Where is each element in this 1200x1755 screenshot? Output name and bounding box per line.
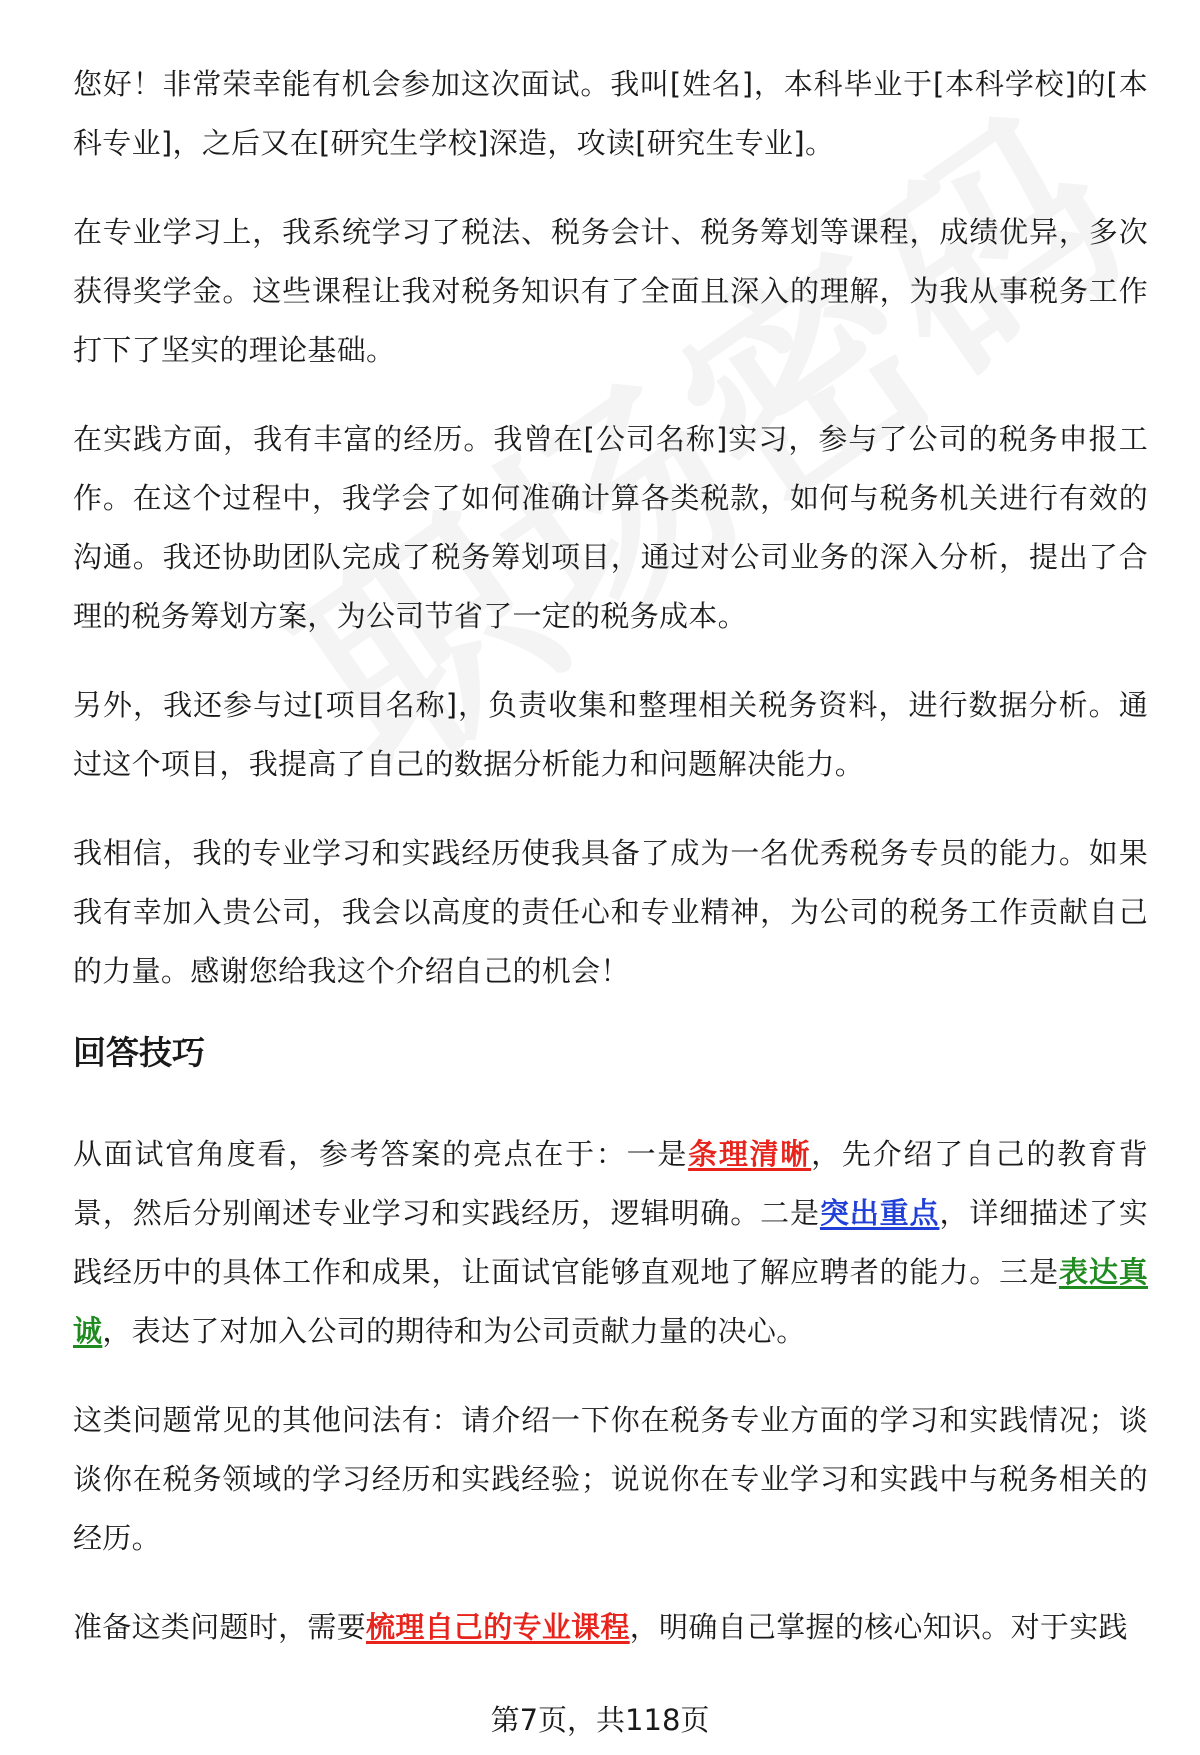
intro-paragraph-5: 我相信，我的专业学习和实践经历使我具备了成为一名优秀税务专员的能力。如果我有幸加入贵公司，我会以高度的责任心和专业精神，为公司的税务工作贡献自己的力量。感谢您给我这个介绍自己的机会！ bbox=[73, 836, 1148, 988]
highlight-green: 表达真诚 bbox=[73, 1255, 1148, 1348]
tips-text: ，详细描述了实践经历中的具体工作和成果，让面试官能够直观地了解应聘者的能力。三是 bbox=[73, 1196, 1148, 1289]
tips-paragraph-3 bbox=[73, 1598, 1148, 1657]
tips-text: ，先介绍了自己的教育背景，然后分别阐述专业学习和实践经历，逻辑明确。二是 bbox=[73, 1137, 1148, 1230]
intro-paragraph-1: 您好！非常荣幸能有机会参加这次面试。我叫[姓名]，本科毕业于[本科学校]的[本科专业]，之后又在[研究生学校]深造，攻读[研究生专业]。 bbox=[73, 67, 1148, 160]
intro-paragraph-2: 在专业学习上，我系统学习了税法、税务会计、税务筹划等课程，成绩优异，多次获得奖学金。这些课程让我对税务知识有了全面且深入的理解，为我从事税务工作打下了坚实的理论基础。 bbox=[73, 215, 1148, 367]
highlight-red: 条理清晰 bbox=[688, 1137, 812, 1171]
tips-paragraph-2: 这类问题常见的其他问法有：请介绍一下你在税务专业方面的学习和实践情况；谈谈你在税务领域的学习经历和实践经验；说说你在专业学习和实践中与税务相关的经历。 bbox=[73, 1403, 1148, 1555]
document-body bbox=[73, 55, 1148, 1687]
page-number: 第7页，共118页 bbox=[490, 1703, 710, 1737]
intro-paragraph-4: 另外，我还参与过[项目名称]，负责收集和整理相关税务资料，进行数据分析。通过这个项目，我提高了自己的数据分析能力和问题解决能力。 bbox=[73, 688, 1148, 781]
tips-text: ，明确自己掌握的核心知识。对于实践 bbox=[629, 1610, 1128, 1644]
intro-paragraph-3: 在实践方面，我有丰富的经历。我曾在[公司名称]实习，参与了公司的税务申报工作。在这个过程中，我学会了如何准确计算各类税款，如何与税务机关进行有效的沟通。我还协助团队完成了税务筹划项目，通过对公司业务的深入分析，提出了合理的税务筹划方案，为公司节省了一定的税务成本。 bbox=[73, 422, 1148, 633]
highlight-red: 梳理自己的专业课程 bbox=[366, 1610, 630, 1644]
tips-text: 准备这类问题时，需要 bbox=[73, 1610, 367, 1644]
section-heading: 回答技巧 bbox=[73, 1033, 205, 1072]
highlight-blue: 突出重点 bbox=[819, 1196, 940, 1230]
tips-paragraph-1 bbox=[73, 1125, 1148, 1361]
tips-text: 从面试官角度看，参考答案的亮点在于：一是 bbox=[73, 1137, 689, 1171]
tips-text: ，表达了对加入公司的期待和为公司贡献力量的决心。 bbox=[102, 1314, 806, 1348]
